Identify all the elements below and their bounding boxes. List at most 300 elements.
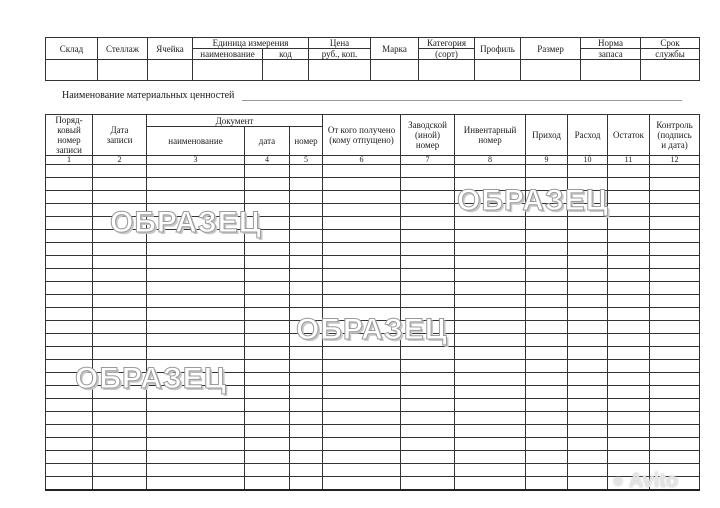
entry-cell[interactable] bbox=[147, 243, 245, 256]
entry-cell[interactable] bbox=[245, 256, 290, 269]
entry-cell[interactable] bbox=[650, 438, 700, 451]
entry-cell[interactable] bbox=[401, 217, 455, 230]
entry-cell[interactable] bbox=[46, 347, 93, 360]
entry-cell[interactable] bbox=[290, 399, 323, 412]
document-date-header: дата bbox=[245, 127, 290, 156]
entry-cell[interactable] bbox=[568, 347, 608, 360]
entry-cell[interactable] bbox=[290, 243, 323, 256]
entry-cell[interactable] bbox=[290, 477, 323, 491]
entry-cell[interactable] bbox=[290, 373, 323, 386]
entry-cell[interactable] bbox=[46, 477, 93, 491]
entry-cell[interactable] bbox=[455, 217, 526, 230]
entry-cell[interactable] bbox=[147, 178, 245, 191]
entry-cell[interactable] bbox=[323, 243, 401, 256]
entry-cell[interactable] bbox=[290, 217, 323, 230]
entry-cell[interactable] bbox=[568, 282, 608, 295]
entry-cell[interactable] bbox=[245, 477, 290, 491]
entry-cell[interactable] bbox=[650, 321, 700, 334]
entry-cell[interactable] bbox=[568, 256, 608, 269]
entry-cell[interactable] bbox=[650, 269, 700, 282]
entry-cell[interactable] bbox=[608, 256, 650, 269]
entry-cell[interactable] bbox=[568, 165, 608, 178]
entry-cell[interactable] bbox=[147, 165, 245, 178]
entry-cell[interactable] bbox=[147, 399, 245, 412]
entry-cell[interactable] bbox=[93, 399, 147, 412]
entry-cell[interactable] bbox=[147, 308, 245, 321]
entry-cell[interactable] bbox=[608, 334, 650, 347]
entry-cell[interactable] bbox=[650, 412, 700, 425]
entry-cell[interactable] bbox=[526, 321, 568, 334]
entry-cell[interactable] bbox=[401, 451, 455, 464]
entry-cell[interactable] bbox=[46, 334, 93, 347]
entry-cell[interactable] bbox=[323, 386, 401, 399]
entry-cell[interactable] bbox=[526, 373, 568, 386]
value-cell[interactable] bbox=[46, 60, 98, 81]
entry-cell[interactable] bbox=[245, 386, 290, 399]
entry-cell[interactable] bbox=[323, 373, 401, 386]
entry-cell[interactable] bbox=[245, 191, 290, 204]
entry-cell[interactable] bbox=[323, 217, 401, 230]
entry-cell[interactable] bbox=[323, 347, 401, 360]
entry-cell[interactable] bbox=[401, 269, 455, 282]
column-number: 12 bbox=[650, 156, 700, 165]
entry-cell[interactable] bbox=[568, 438, 608, 451]
entry-cell[interactable] bbox=[526, 386, 568, 399]
entry-cell[interactable] bbox=[147, 256, 245, 269]
entry-cell[interactable] bbox=[455, 451, 526, 464]
header-attributes-table bbox=[45, 37, 700, 81]
entry-cell[interactable] bbox=[46, 204, 93, 217]
entry-cell[interactable] bbox=[93, 438, 147, 451]
entry-cell[interactable] bbox=[526, 360, 568, 373]
entry-cell[interactable] bbox=[455, 243, 526, 256]
entry-cell[interactable] bbox=[401, 373, 455, 386]
entry-cell[interactable] bbox=[147, 464, 245, 477]
entry-cell[interactable] bbox=[323, 295, 401, 308]
entry-cell[interactable] bbox=[93, 451, 147, 464]
entry-cell[interactable] bbox=[568, 321, 608, 334]
entry-cell[interactable] bbox=[401, 243, 455, 256]
entry-cell[interactable] bbox=[650, 230, 700, 243]
entry-cell[interactable] bbox=[290, 347, 323, 360]
entry-cell[interactable] bbox=[46, 399, 93, 412]
entry-cell[interactable] bbox=[526, 412, 568, 425]
table-row bbox=[46, 295, 700, 308]
entry-cell[interactable] bbox=[245, 295, 290, 308]
value-cell[interactable] bbox=[193, 60, 263, 81]
entry-cell[interactable] bbox=[93, 191, 147, 204]
entry-cell[interactable] bbox=[455, 308, 526, 321]
entry-cell[interactable] bbox=[608, 373, 650, 386]
entry-cell[interactable] bbox=[608, 308, 650, 321]
document-name-header: наименование bbox=[147, 127, 245, 156]
entry-cell[interactable] bbox=[401, 347, 455, 360]
entry-cell[interactable] bbox=[46, 282, 93, 295]
entry-cell[interactable] bbox=[46, 425, 93, 438]
entry-cell[interactable] bbox=[46, 295, 93, 308]
entry-cell[interactable] bbox=[608, 425, 650, 438]
entry-cell[interactable] bbox=[323, 165, 401, 178]
entry-cell[interactable] bbox=[93, 295, 147, 308]
entry-cell[interactable] bbox=[147, 425, 245, 438]
entry-cell[interactable] bbox=[650, 399, 700, 412]
entry-cell[interactable] bbox=[46, 256, 93, 269]
entry-cell[interactable] bbox=[93, 412, 147, 425]
entry-cell[interactable] bbox=[401, 256, 455, 269]
entry-cell[interactable] bbox=[245, 334, 290, 347]
entry-cell[interactable] bbox=[401, 178, 455, 191]
entry-cell[interactable] bbox=[290, 464, 323, 477]
from-whom-header: От кого получено (кому отпущено) bbox=[323, 115, 401, 156]
entry-cell[interactable] bbox=[526, 217, 568, 230]
entry-cell[interactable] bbox=[245, 412, 290, 425]
entry-cell[interactable] bbox=[526, 464, 568, 477]
value-cell[interactable] bbox=[148, 60, 193, 81]
entry-cell[interactable] bbox=[526, 451, 568, 464]
entry-cell[interactable] bbox=[608, 399, 650, 412]
entry-cell[interactable] bbox=[245, 178, 290, 191]
entry-cell[interactable] bbox=[455, 269, 526, 282]
entry-cell[interactable] bbox=[245, 347, 290, 360]
column-number: 7 bbox=[401, 156, 455, 165]
entry-cell[interactable] bbox=[93, 178, 147, 191]
column-number: 1 bbox=[46, 156, 93, 165]
entry-cell[interactable] bbox=[46, 412, 93, 425]
entry-cell[interactable] bbox=[46, 464, 93, 477]
entry-cell[interactable] bbox=[46, 308, 93, 321]
entry-cell[interactable] bbox=[608, 230, 650, 243]
entry-cell[interactable] bbox=[401, 282, 455, 295]
entry-cell[interactable] bbox=[455, 425, 526, 438]
entry-cell[interactable] bbox=[323, 399, 401, 412]
value-cell[interactable] bbox=[419, 60, 475, 81]
entry-cell[interactable] bbox=[46, 230, 93, 243]
entry-cell[interactable] bbox=[93, 321, 147, 334]
entry-cell[interactable] bbox=[455, 373, 526, 386]
entry-cell[interactable] bbox=[526, 347, 568, 360]
entry-cell[interactable] bbox=[608, 204, 650, 217]
entry-cell[interactable] bbox=[245, 425, 290, 438]
entry-cell[interactable] bbox=[290, 256, 323, 269]
value-cell[interactable] bbox=[98, 60, 148, 81]
entry-cell[interactable] bbox=[568, 399, 608, 412]
entry-cell[interactable] bbox=[568, 269, 608, 282]
entry-cell[interactable] bbox=[93, 282, 147, 295]
entry-cell[interactable] bbox=[93, 334, 147, 347]
entry-cell[interactable] bbox=[568, 295, 608, 308]
entry-cell[interactable] bbox=[46, 438, 93, 451]
entry-cell[interactable] bbox=[568, 412, 608, 425]
rack-header: Стеллаж bbox=[98, 38, 148, 60]
entry-cell[interactable] bbox=[608, 243, 650, 256]
entry-cell[interactable] bbox=[245, 321, 290, 334]
entry-cell[interactable] bbox=[455, 165, 526, 178]
entry-cell[interactable] bbox=[401, 204, 455, 217]
entry-cell[interactable] bbox=[245, 464, 290, 477]
entry-cell[interactable] bbox=[650, 295, 700, 308]
entry-cell[interactable] bbox=[526, 399, 568, 412]
entry-cell[interactable] bbox=[401, 399, 455, 412]
entry-cell[interactable] bbox=[245, 451, 290, 464]
entry-cell[interactable] bbox=[455, 360, 526, 373]
entry-cell[interactable] bbox=[526, 243, 568, 256]
entry-cell[interactable] bbox=[568, 451, 608, 464]
entry-cell[interactable] bbox=[608, 178, 650, 191]
entry-cell[interactable] bbox=[526, 165, 568, 178]
entry-cell[interactable] bbox=[650, 334, 700, 347]
entry-cell[interactable] bbox=[455, 282, 526, 295]
entry-cell[interactable] bbox=[568, 334, 608, 347]
entry-cell[interactable] bbox=[245, 373, 290, 386]
factory-number-header: Заводской (иной) номер bbox=[401, 115, 455, 156]
entry-cell[interactable] bbox=[323, 477, 401, 491]
entry-cell[interactable] bbox=[245, 282, 290, 295]
entry-cell[interactable] bbox=[526, 334, 568, 347]
entry-cell[interactable] bbox=[650, 386, 700, 399]
entry-cell[interactable] bbox=[46, 217, 93, 230]
value-cell[interactable] bbox=[641, 60, 700, 81]
entry-cell[interactable] bbox=[245, 360, 290, 373]
expense-header: Расход bbox=[568, 115, 608, 156]
entry-cell[interactable] bbox=[650, 217, 700, 230]
entry-cell[interactable] bbox=[568, 243, 608, 256]
entry-cell[interactable] bbox=[568, 477, 608, 491]
entry-cell[interactable] bbox=[401, 464, 455, 477]
entry-cell[interactable] bbox=[608, 269, 650, 282]
value-cell[interactable] bbox=[309, 60, 371, 81]
entry-cell[interactable] bbox=[93, 165, 147, 178]
entry-cell[interactable] bbox=[323, 412, 401, 425]
entry-cell[interactable] bbox=[526, 438, 568, 451]
entry-cell[interactable] bbox=[46, 178, 93, 191]
entry-cell[interactable] bbox=[323, 451, 401, 464]
entry-cell[interactable] bbox=[650, 451, 700, 464]
entry-cell[interactable] bbox=[147, 321, 245, 334]
entry-cell[interactable] bbox=[46, 243, 93, 256]
entry-cell[interactable] bbox=[650, 191, 700, 204]
watermark-stamp: ОБРАЗЕЦ bbox=[110, 206, 262, 239]
record-date-header: Дата записи bbox=[93, 115, 147, 156]
entry-cell[interactable] bbox=[147, 412, 245, 425]
size-header: Размер bbox=[521, 38, 581, 60]
entry-cell[interactable] bbox=[323, 425, 401, 438]
entry-cell[interactable] bbox=[323, 256, 401, 269]
entry-cell[interactable] bbox=[147, 438, 245, 451]
entry-cell[interactable] bbox=[323, 269, 401, 282]
entry-cell[interactable] bbox=[650, 425, 700, 438]
entry-cell[interactable] bbox=[608, 386, 650, 399]
entry-cell[interactable] bbox=[526, 477, 568, 491]
entry-cell[interactable] bbox=[568, 464, 608, 477]
material-name-fill-line[interactable] bbox=[242, 100, 682, 101]
entry-cell[interactable] bbox=[401, 477, 455, 491]
entry-cell[interactable] bbox=[650, 204, 700, 217]
entry-cell[interactable] bbox=[455, 256, 526, 269]
entry-cell[interactable] bbox=[147, 191, 245, 204]
entry-cell[interactable] bbox=[650, 308, 700, 321]
entry-cell[interactable] bbox=[290, 451, 323, 464]
entry-cell[interactable] bbox=[401, 191, 455, 204]
entry-cell[interactable] bbox=[455, 321, 526, 334]
column-number: 3 bbox=[147, 156, 245, 165]
entry-cell[interactable] bbox=[401, 386, 455, 399]
value-cell[interactable] bbox=[521, 60, 581, 81]
entry-cell[interactable] bbox=[323, 178, 401, 191]
entry-cell[interactable] bbox=[93, 269, 147, 282]
entry-cell[interactable] bbox=[290, 178, 323, 191]
entry-cell[interactable] bbox=[455, 412, 526, 425]
entry-cell[interactable] bbox=[401, 425, 455, 438]
entry-cell[interactable] bbox=[93, 477, 147, 491]
entry-cell[interactable] bbox=[455, 230, 526, 243]
entry-cell[interactable] bbox=[650, 347, 700, 360]
entry-cell[interactable] bbox=[147, 334, 245, 347]
entry-cell[interactable] bbox=[526, 295, 568, 308]
entry-cell[interactable] bbox=[650, 178, 700, 191]
value-cell[interactable] bbox=[371, 60, 419, 81]
entry-cell[interactable] bbox=[147, 477, 245, 491]
entry-cell[interactable] bbox=[147, 295, 245, 308]
entry-cell[interactable] bbox=[455, 438, 526, 451]
entry-cell[interactable] bbox=[147, 347, 245, 360]
entry-cell[interactable] bbox=[46, 451, 93, 464]
entry-cell[interactable] bbox=[245, 399, 290, 412]
entry-cell[interactable] bbox=[608, 321, 650, 334]
entry-cell[interactable] bbox=[290, 295, 323, 308]
entry-cell[interactable] bbox=[323, 438, 401, 451]
entry-cell[interactable] bbox=[401, 438, 455, 451]
entry-cell[interactable] bbox=[93, 256, 147, 269]
entry-cell[interactable] bbox=[323, 360, 401, 373]
service-life-header-line2: службы bbox=[641, 49, 700, 60]
entry-cell[interactable] bbox=[455, 464, 526, 477]
entry-cell[interactable] bbox=[93, 425, 147, 438]
entry-cell[interactable] bbox=[147, 269, 245, 282]
value-cell[interactable] bbox=[475, 60, 521, 81]
entry-cell[interactable] bbox=[290, 360, 323, 373]
entry-cell[interactable] bbox=[608, 191, 650, 204]
entry-cell[interactable] bbox=[608, 347, 650, 360]
entry-cell[interactable] bbox=[568, 373, 608, 386]
entry-cell[interactable] bbox=[526, 425, 568, 438]
entry-cell[interactable] bbox=[650, 243, 700, 256]
entry-cell[interactable] bbox=[608, 360, 650, 373]
entry-cell[interactable] bbox=[290, 425, 323, 438]
entry-cell[interactable] bbox=[455, 399, 526, 412]
value-cell[interactable] bbox=[581, 60, 641, 81]
entry-cell[interactable] bbox=[290, 204, 323, 217]
entry-cell[interactable] bbox=[455, 347, 526, 360]
entry-cell[interactable] bbox=[323, 204, 401, 217]
entry-cell[interactable] bbox=[290, 165, 323, 178]
entry-cell[interactable] bbox=[608, 295, 650, 308]
column-number: 4 bbox=[245, 156, 290, 165]
entry-cell[interactable] bbox=[568, 386, 608, 399]
entry-cell[interactable] bbox=[323, 464, 401, 477]
entry-cell[interactable] bbox=[568, 217, 608, 230]
entry-cell[interactable] bbox=[93, 308, 147, 321]
entry-cell[interactable] bbox=[568, 308, 608, 321]
entry-cell[interactable] bbox=[46, 321, 93, 334]
entry-cell[interactable] bbox=[147, 451, 245, 464]
control-header: Контроль (подпись и дата) bbox=[650, 115, 700, 156]
service-life-header: Срок bbox=[641, 38, 700, 49]
entry-cell[interactable] bbox=[526, 282, 568, 295]
entry-cell[interactable] bbox=[608, 438, 650, 451]
entry-cell[interactable] bbox=[568, 360, 608, 373]
entry-cell[interactable] bbox=[455, 334, 526, 347]
table-row bbox=[46, 269, 700, 282]
entry-cell[interactable] bbox=[93, 464, 147, 477]
entry-cell[interactable] bbox=[290, 230, 323, 243]
entry-cell[interactable] bbox=[401, 295, 455, 308]
entry-cell[interactable] bbox=[290, 438, 323, 451]
entry-cell[interactable] bbox=[147, 282, 245, 295]
entry-cell[interactable] bbox=[323, 230, 401, 243]
entry-cell[interactable] bbox=[568, 425, 608, 438]
entry-cell[interactable] bbox=[455, 295, 526, 308]
entry-cell[interactable] bbox=[245, 165, 290, 178]
entry-cell[interactable] bbox=[290, 191, 323, 204]
entry-cell[interactable] bbox=[401, 360, 455, 373]
column-number: 6 bbox=[323, 156, 401, 165]
entry-cell[interactable] bbox=[526, 308, 568, 321]
entry-cell[interactable] bbox=[323, 191, 401, 204]
entry-cell[interactable] bbox=[46, 165, 93, 178]
entry-cell[interactable] bbox=[93, 347, 147, 360]
entry-cell[interactable] bbox=[245, 308, 290, 321]
category-header: Категория bbox=[419, 38, 475, 49]
entry-cell[interactable] bbox=[650, 360, 700, 373]
material-name-label: Наименование материальных ценностей bbox=[62, 90, 235, 101]
entry-cell[interactable] bbox=[650, 256, 700, 269]
entry-cell[interactable] bbox=[526, 230, 568, 243]
entry-cell[interactable] bbox=[608, 282, 650, 295]
entry-cell[interactable] bbox=[46, 191, 93, 204]
entry-cell[interactable] bbox=[608, 165, 650, 178]
entry-cell[interactable] bbox=[608, 412, 650, 425]
value-cell[interactable] bbox=[263, 60, 309, 81]
entry-cell[interactable] bbox=[290, 282, 323, 295]
entry-cell[interactable] bbox=[455, 477, 526, 491]
entry-cell[interactable] bbox=[401, 165, 455, 178]
entry-cell[interactable] bbox=[455, 386, 526, 399]
entry-cell[interactable] bbox=[290, 269, 323, 282]
column-number: 9 bbox=[526, 156, 568, 165]
entry-cell[interactable] bbox=[401, 230, 455, 243]
entry-cell[interactable] bbox=[526, 256, 568, 269]
entry-cell[interactable] bbox=[568, 230, 608, 243]
entry-cell[interactable] bbox=[290, 412, 323, 425]
entry-cell[interactable] bbox=[650, 373, 700, 386]
entry-cell[interactable] bbox=[290, 386, 323, 399]
entry-cell[interactable] bbox=[650, 165, 700, 178]
entry-cell[interactable] bbox=[323, 282, 401, 295]
table-row bbox=[46, 451, 700, 464]
entry-cell[interactable] bbox=[245, 243, 290, 256]
entry-cell[interactable] bbox=[650, 282, 700, 295]
entry-cell[interactable] bbox=[46, 269, 93, 282]
entry-cell[interactable] bbox=[526, 269, 568, 282]
entry-cell[interactable] bbox=[245, 269, 290, 282]
entry-cell[interactable] bbox=[93, 243, 147, 256]
inventory-number-header: Инвентарный номер bbox=[455, 115, 526, 156]
entry-cell[interactable] bbox=[401, 412, 455, 425]
entry-cell[interactable] bbox=[245, 438, 290, 451]
entry-cell[interactable] bbox=[608, 217, 650, 230]
income-header: Приход bbox=[526, 115, 568, 156]
entry-cell[interactable] bbox=[608, 451, 650, 464]
